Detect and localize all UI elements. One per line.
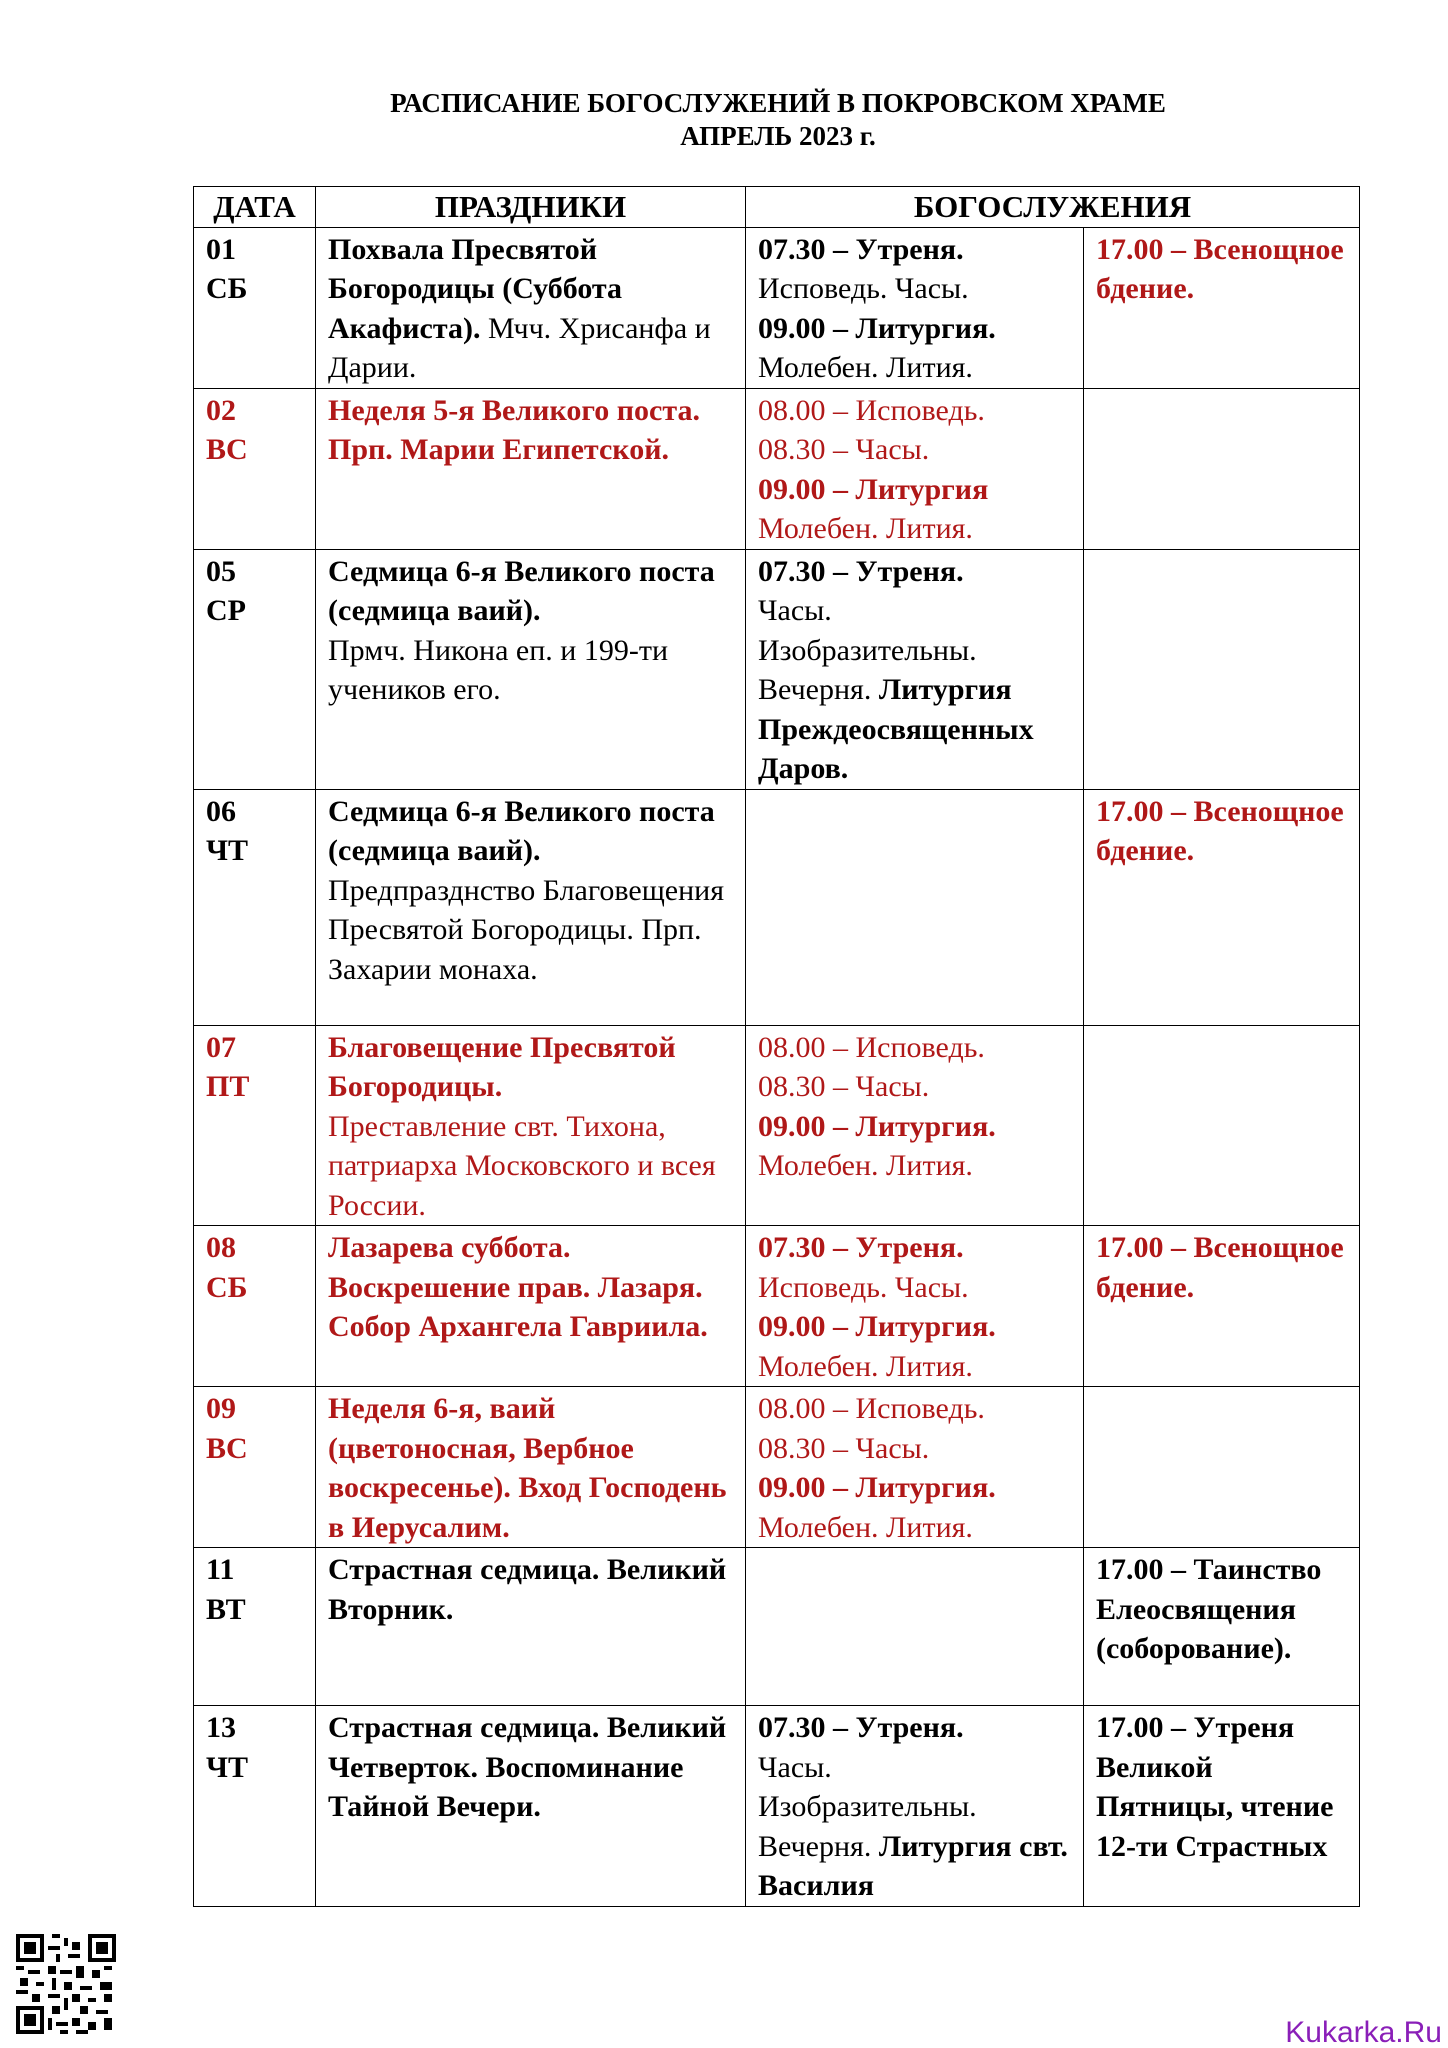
evening-service-cell xyxy=(1084,388,1360,549)
table-row xyxy=(194,789,1360,1025)
date-cell xyxy=(194,1226,316,1387)
feast-detail: Предпразднство Благовещения Пресвятой Богородицы. Прп. Захарии монаха. xyxy=(328,873,725,986)
evening-service-cell: 17.00 – Таинство Елеосвящения (соборование). xyxy=(1084,1548,1360,1706)
services-cell xyxy=(746,789,1084,1025)
feast-title: Благовещение Пресвятой Богородицы. xyxy=(328,1030,676,1103)
feast-cell: Неделя 6-я, ваий (цветоносная, Вербное воскресенье). Вход Господень в Иерусалим. xyxy=(316,1387,746,1548)
service-line: Молебен. Лития. xyxy=(758,512,973,545)
service-line: Молебен. Лития. xyxy=(758,1149,973,1182)
service-line: Литургия Преждеосвященных Даров. xyxy=(758,673,1034,785)
schedule-table xyxy=(193,186,1360,1907)
service-line: 09.00 – Литургия. xyxy=(758,311,996,345)
service-line: 07.30 – Утреня. xyxy=(758,1231,964,1264)
feast-title: Седмица 6-я Великого поста (седмица ваий). xyxy=(328,554,715,627)
page-title: РАСПИСАНИЕ БОГОСЛУЖЕНИЙ В ПОКРОВСКОМ ХРАМЕ xyxy=(390,88,1166,118)
service-line: Вечерня. xyxy=(758,673,872,706)
date-cell xyxy=(194,549,316,789)
column-header-feasts: ПРАЗДНИКИ xyxy=(316,187,746,228)
day-number: 02 xyxy=(206,393,236,427)
services-cell xyxy=(746,549,1084,789)
day-number: 09 xyxy=(206,1392,236,1425)
service-line: Вечерня. xyxy=(758,1829,872,1863)
table-row xyxy=(194,388,1360,549)
table-row xyxy=(194,1226,1360,1387)
services-cell xyxy=(746,1706,1084,1907)
feast-cell: Страстная седмица. Великий Четверток. Воспоминание Тайной Вечери. xyxy=(316,1706,746,1907)
service-line: 08.30 – Часы. xyxy=(758,1070,930,1103)
weekday: СБ xyxy=(206,1270,248,1304)
weekday: ВТ xyxy=(206,1592,246,1626)
service-line: Изобразительны. xyxy=(758,1790,977,1823)
qr-code-icon xyxy=(16,1934,116,2034)
table-row xyxy=(194,549,1360,789)
services-cell xyxy=(746,1387,1084,1548)
feast-detail: Мчч. Хрисанфа и Дарии. xyxy=(328,311,711,384)
service-line: 09.00 – Литургия xyxy=(758,472,989,506)
service-line: 09.00 – Литургия. xyxy=(758,1109,996,1143)
service-line: 08.30 – Часы. xyxy=(758,1431,930,1465)
date-cell xyxy=(194,1706,316,1907)
day-number: 11 xyxy=(206,1553,235,1586)
table-row xyxy=(194,1706,1360,1907)
evening-service-cell xyxy=(1084,549,1360,789)
date-cell xyxy=(194,227,316,388)
evening-service-cell: 17.00 – Всенощное бдение. xyxy=(1084,789,1360,1025)
date-cell xyxy=(194,388,316,549)
page-subtitle: АПРЕЛЬ 2023 г. xyxy=(680,121,876,151)
service-line: Часы. xyxy=(758,594,832,627)
weekday: ЧТ xyxy=(206,834,249,867)
evening-service-cell: 17.00 – Всенощное бдение. xyxy=(1084,1226,1360,1387)
table-row xyxy=(194,1387,1360,1548)
services-cell xyxy=(746,1548,1084,1706)
date-cell xyxy=(194,789,316,1025)
service-line: Изобразительны. xyxy=(758,633,977,667)
service-line: Литургия свт. Василия xyxy=(758,1829,1068,1902)
day-number: 07 xyxy=(206,1030,236,1064)
evening-service-cell xyxy=(1084,1025,1360,1226)
evening-service-cell xyxy=(1084,1387,1360,1548)
weekday: ЧТ xyxy=(206,1750,249,1784)
service-line: Часы. xyxy=(758,1750,832,1784)
table-row xyxy=(194,1548,1360,1706)
day-number: 13 xyxy=(206,1711,236,1744)
feast-cell: Неделя 5-я Великого поста. Прп. Марии Египетской. xyxy=(316,388,746,549)
weekday: ПТ xyxy=(206,1070,250,1103)
service-line: 07.30 – Утреня. xyxy=(758,554,964,588)
evening-service-cell: 17.00 – Утреня Великой Пятницы, чтение 12-ти Страстных xyxy=(1084,1706,1360,1907)
table-row xyxy=(194,1025,1360,1226)
service-line: Исповедь. Часы. xyxy=(758,272,969,305)
day-number: 05 xyxy=(206,554,236,588)
date-cell xyxy=(194,1548,316,1706)
services-cell xyxy=(746,1226,1084,1387)
weekday: СБ xyxy=(206,272,248,305)
service-line: 07.30 – Утреня. xyxy=(758,1711,964,1744)
service-line: 08.30 – Часы. xyxy=(758,433,930,466)
date-cell xyxy=(194,1387,316,1548)
day-number: 08 xyxy=(206,1231,236,1264)
services-cell xyxy=(746,1025,1084,1226)
feast-cell xyxy=(316,789,746,1025)
weekday: ВС xyxy=(206,1431,248,1465)
table-row xyxy=(194,227,1360,388)
table-header-row xyxy=(194,187,1360,228)
services-cell xyxy=(746,227,1084,388)
feast-cell xyxy=(316,1025,746,1226)
service-line: 08.00 – Исповедь. xyxy=(758,1392,985,1425)
date-cell xyxy=(194,1025,316,1226)
feast-title: Седмица 6-я Великого поста (седмица ваий). xyxy=(328,794,715,867)
service-line: Молебен. Лития. xyxy=(758,1349,973,1383)
services-cell xyxy=(746,388,1084,549)
service-line: 08.00 – Исповедь. xyxy=(758,393,985,427)
weekday: ВС xyxy=(206,433,248,466)
day-number: 06 xyxy=(206,794,236,828)
feast-cell xyxy=(316,549,746,789)
feast-detail: Преставление свт. Тихона, патриарха Московского и всея России. xyxy=(328,1109,716,1222)
evening-service-cell: 17.00 – Всенощное бдение. xyxy=(1084,227,1360,388)
day-number: 01 xyxy=(206,232,236,266)
feast-cell: Лазарева суббота. Воскрешение прав. Лазаря. Собор Архангела Гавриила. xyxy=(316,1226,746,1387)
feast-cell: Страстная седмица. Великий Вторник. xyxy=(316,1548,746,1706)
feast-detail: Прмч. Никона еп. и 199-ти учеников его. xyxy=(328,633,669,706)
feast-cell xyxy=(316,227,746,388)
service-line: Молебен. Лития. xyxy=(758,351,973,384)
column-header-services: БОГОСЛУЖЕНИЯ xyxy=(746,187,1360,228)
service-line: 09.00 – Литургия. xyxy=(758,1471,996,1504)
column-header-date: ДАТА xyxy=(194,187,316,228)
service-line: Исповедь. Часы. xyxy=(758,1270,969,1304)
service-line: 07.30 – Утреня. xyxy=(758,232,964,266)
service-line: 09.00 – Литургия. xyxy=(758,1310,996,1343)
service-line: Молебен. Лития. xyxy=(758,1510,973,1544)
service-line: 08.00 – Исповедь. xyxy=(758,1030,985,1064)
feast-title: Похвала Пресвятой Богородицы (Суббота Акафиста). xyxy=(328,232,623,345)
watermark: Kukarka.Ru xyxy=(1285,2016,1442,2048)
weekday: СР xyxy=(206,594,246,627)
